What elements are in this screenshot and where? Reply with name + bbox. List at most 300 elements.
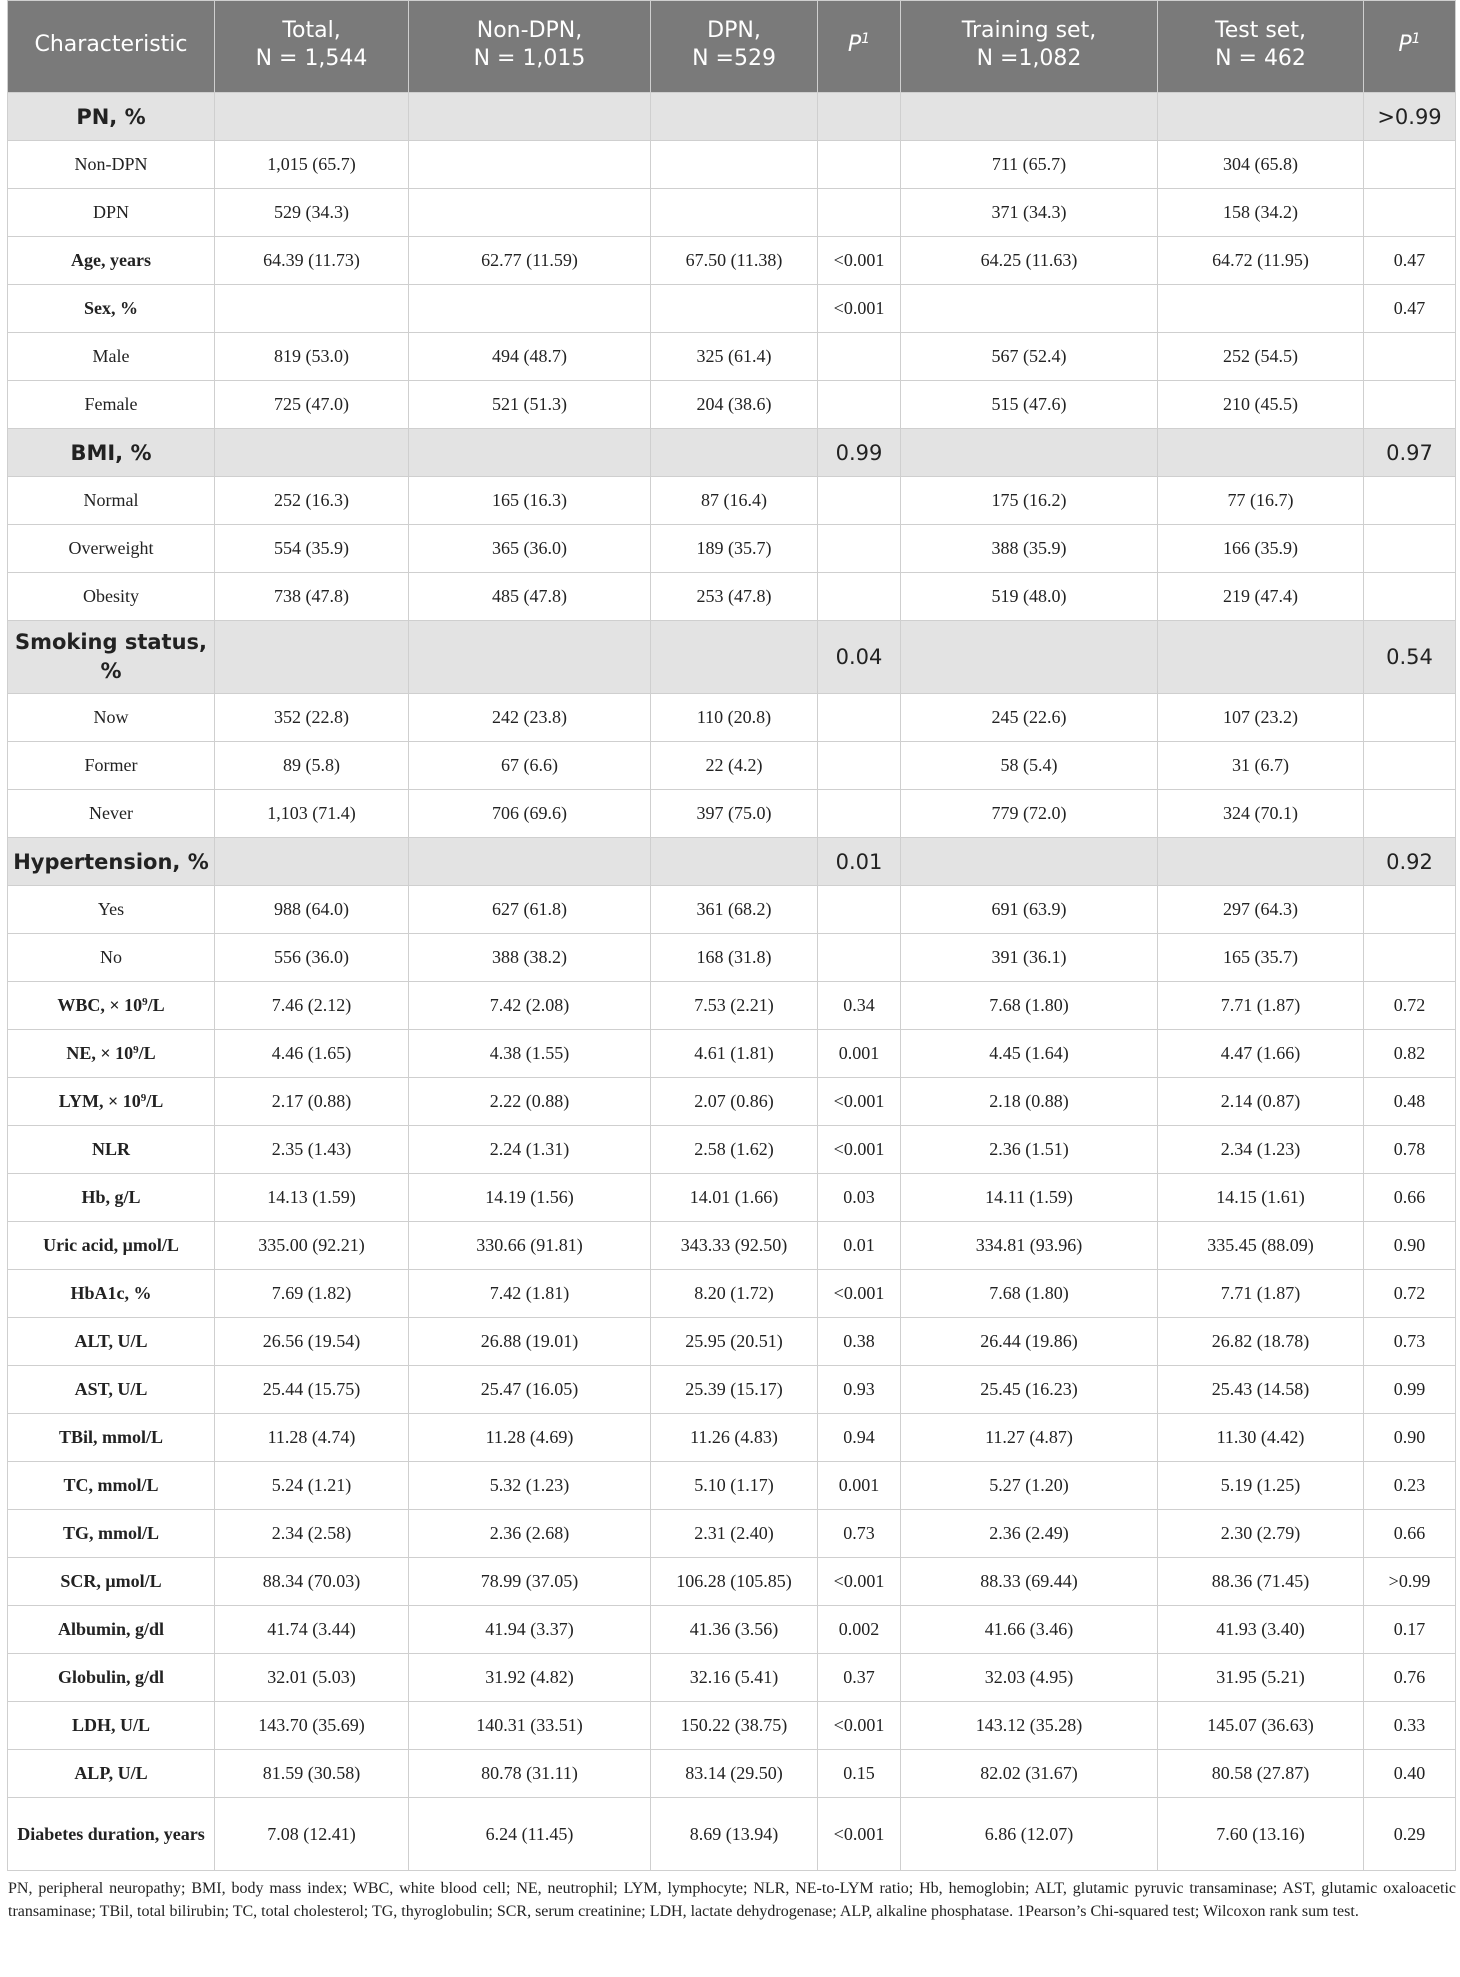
- p-value-cell: 0.001: [818, 1462, 901, 1510]
- p-value-cell: 0.78: [1364, 1126, 1456, 1174]
- p-value-cell: [1364, 141, 1456, 189]
- table-header: [8, 1, 1456, 93]
- header-dpn: DPN, N =529: [651, 1, 818, 93]
- p-value-cell: 0.01: [818, 1222, 901, 1270]
- header-test-set: Test set, N = 462: [1158, 1, 1364, 93]
- data-cell: 219 (47.4): [1158, 573, 1364, 621]
- data-cell: 7.71 (1.87): [1158, 982, 1364, 1030]
- table-row: [8, 790, 1456, 838]
- table-row: [8, 1126, 1456, 1174]
- data-cell: 175 (16.2): [901, 477, 1158, 525]
- data-cell: 7.42 (2.08): [409, 982, 651, 1030]
- data-cell: 158 (34.2): [1158, 189, 1364, 237]
- data-cell: 88.34 (70.03): [215, 1558, 409, 1606]
- p-value-cell: 0.90: [1364, 1414, 1456, 1462]
- data-cell: 352 (22.8): [215, 694, 409, 742]
- row-label: Hypertension, %: [8, 838, 215, 886]
- header-p-value-1: $P^1$: [818, 1, 901, 93]
- p-value-cell: [1364, 886, 1456, 934]
- table-row: [8, 694, 1456, 742]
- data-cell: 168 (31.8): [651, 934, 818, 982]
- data-cell: 335.45 (88.09): [1158, 1222, 1364, 1270]
- data-cell: 7.69 (1.82): [215, 1270, 409, 1318]
- p-value-cell: 0.97: [1364, 429, 1456, 477]
- data-cell: 2.17 (0.88): [215, 1078, 409, 1126]
- data-cell: 150.22 (38.75): [651, 1702, 818, 1750]
- data-cell: 371 (34.3): [901, 189, 1158, 237]
- data-cell: [901, 838, 1158, 886]
- data-cell: 252 (16.3): [215, 477, 409, 525]
- row-label: Normal: [8, 477, 215, 525]
- table-row: [8, 141, 1456, 189]
- data-cell: 2.34 (1.23): [1158, 1126, 1364, 1174]
- p-value-cell: 0.99: [1364, 1366, 1456, 1414]
- data-cell: 62.77 (11.59): [409, 237, 651, 285]
- data-cell: 5.32 (1.23): [409, 1462, 651, 1510]
- table-row: [8, 1174, 1456, 1222]
- p-value-cell: 0.33: [1364, 1702, 1456, 1750]
- table-row: [8, 1750, 1456, 1798]
- table-row: [8, 1222, 1456, 1270]
- data-cell: 7.60 (13.16): [1158, 1798, 1364, 1871]
- data-cell: 2.22 (0.88): [409, 1078, 651, 1126]
- header-characteristic: Characteristic: [8, 1, 215, 93]
- data-cell: 519 (48.0): [901, 573, 1158, 621]
- data-cell: 335.00 (92.21): [215, 1222, 409, 1270]
- p-value-cell: <0.001: [818, 237, 901, 285]
- table-row: [8, 982, 1456, 1030]
- row-label: TBil, mmol/L: [8, 1414, 215, 1462]
- data-cell: 334.81 (93.96): [901, 1222, 1158, 1270]
- table-row: [8, 477, 1456, 525]
- data-cell: 25.39 (15.17): [651, 1366, 818, 1414]
- data-cell: 41.93 (3.40): [1158, 1606, 1364, 1654]
- row-label: Former: [8, 742, 215, 790]
- data-cell: [901, 93, 1158, 141]
- data-cell: 388 (35.9): [901, 525, 1158, 573]
- p-value-cell: [818, 886, 901, 934]
- row-label: TG, mmol/L: [8, 1510, 215, 1558]
- p-value-cell: 0.17: [1364, 1606, 1456, 1654]
- header-row: [8, 1, 1456, 93]
- data-cell: 706 (69.6): [409, 790, 651, 838]
- data-cell: 31.95 (5.21): [1158, 1654, 1364, 1702]
- data-cell: 4.46 (1.65): [215, 1030, 409, 1078]
- row-label: Age, years: [8, 237, 215, 285]
- data-cell: 494 (48.7): [409, 333, 651, 381]
- data-cell: 485 (47.8): [409, 573, 651, 621]
- p-value-cell: [1364, 934, 1456, 982]
- data-cell: 779 (72.0): [901, 790, 1158, 838]
- p-value-cell: [1364, 333, 1456, 381]
- data-cell: 2.35 (1.43): [215, 1126, 409, 1174]
- data-cell: 2.30 (2.79): [1158, 1510, 1364, 1558]
- data-cell: [409, 93, 651, 141]
- p-value-cell: 0.01: [818, 838, 901, 886]
- data-cell: 67.50 (11.38): [651, 237, 818, 285]
- data-cell: 32.01 (5.03): [215, 1654, 409, 1702]
- data-cell: 2.36 (2.49): [901, 1510, 1158, 1558]
- p-value-cell: [818, 189, 901, 237]
- data-cell: 2.36 (1.51): [901, 1126, 1158, 1174]
- data-cell: 5.19 (1.25): [1158, 1462, 1364, 1510]
- row-label: Hb, g/L: [8, 1174, 215, 1222]
- p-value-cell: 0.48: [1364, 1078, 1456, 1126]
- data-cell: 64.25 (11.63): [901, 237, 1158, 285]
- p-value-cell: 0.47: [1364, 237, 1456, 285]
- data-cell: 143.70 (35.69): [215, 1702, 409, 1750]
- data-cell: [651, 429, 818, 477]
- data-cell: 78.99 (37.05): [409, 1558, 651, 1606]
- table-row: [8, 1318, 1456, 1366]
- data-cell: 11.28 (4.74): [215, 1414, 409, 1462]
- data-cell: 26.56 (19.54): [215, 1318, 409, 1366]
- row-label: TC, mmol/L: [8, 1462, 215, 1510]
- p-value-cell: <0.001: [818, 1558, 901, 1606]
- row-label: Sex, %: [8, 285, 215, 333]
- data-cell: [651, 189, 818, 237]
- table-row: [8, 573, 1456, 621]
- table-row: [8, 285, 1456, 333]
- row-label: Male: [8, 333, 215, 381]
- data-cell: 304 (65.8): [1158, 141, 1364, 189]
- data-cell: 515 (47.6): [901, 381, 1158, 429]
- p-value-cell: [1364, 189, 1456, 237]
- data-cell: [215, 621, 409, 694]
- row-label: Obesity: [8, 573, 215, 621]
- data-cell: 140.31 (33.51): [409, 1702, 651, 1750]
- p-value-cell: [818, 141, 901, 189]
- data-cell: 31.92 (4.82): [409, 1654, 651, 1702]
- data-cell: 166 (35.9): [1158, 525, 1364, 573]
- p-value-cell: 0.001: [818, 1030, 901, 1078]
- data-cell: [901, 285, 1158, 333]
- data-cell: [1158, 621, 1364, 694]
- data-cell: 58 (5.4): [901, 742, 1158, 790]
- table-body: [8, 93, 1456, 1871]
- data-cell: 819 (53.0): [215, 333, 409, 381]
- data-cell: 242 (23.8): [409, 694, 651, 742]
- data-cell: [651, 838, 818, 886]
- data-cell: [215, 429, 409, 477]
- data-cell: 14.13 (1.59): [215, 1174, 409, 1222]
- p-value-cell: 0.47: [1364, 285, 1456, 333]
- data-cell: 106.28 (105.85): [651, 1558, 818, 1606]
- data-cell: [409, 838, 651, 886]
- p-value-cell: >0.99: [1364, 1558, 1456, 1606]
- row-label: WBC, × $10^9/L$: [8, 982, 215, 1030]
- data-cell: 77 (16.7): [1158, 477, 1364, 525]
- row-label: HbA1c, %: [8, 1270, 215, 1318]
- data-cell: 2.18 (0.88): [901, 1078, 1158, 1126]
- data-cell: 343.33 (92.50): [651, 1222, 818, 1270]
- p-value-cell: 0.23: [1364, 1462, 1456, 1510]
- table-row: [8, 525, 1456, 573]
- p-value-cell: [818, 742, 901, 790]
- data-cell: 6.86 (12.07): [901, 1798, 1158, 1871]
- data-cell: 107 (23.2): [1158, 694, 1364, 742]
- data-cell: 25.47 (16.05): [409, 1366, 651, 1414]
- row-label: LDH, U/L: [8, 1702, 215, 1750]
- p-value-cell: 0.99: [818, 429, 901, 477]
- data-cell: 7.68 (1.80): [901, 982, 1158, 1030]
- data-cell: 67 (6.6): [409, 742, 651, 790]
- data-cell: 14.11 (1.59): [901, 1174, 1158, 1222]
- p-value-cell: [818, 381, 901, 429]
- data-cell: 7.08 (12.41): [215, 1798, 409, 1871]
- p-value-cell: >0.99: [1364, 93, 1456, 141]
- data-cell: [1158, 838, 1364, 886]
- data-cell: 165 (16.3): [409, 477, 651, 525]
- p-value-cell: 0.66: [1364, 1174, 1456, 1222]
- p-value-cell: <0.001: [818, 1270, 901, 1318]
- p-value-cell: [818, 525, 901, 573]
- row-label: BMI, %: [8, 429, 215, 477]
- p-value-cell: [818, 694, 901, 742]
- p-value-cell: 0.38: [818, 1318, 901, 1366]
- data-cell: 627 (61.8): [409, 886, 651, 934]
- data-cell: [409, 189, 651, 237]
- row-label: Uric acid, μmol/L: [8, 1222, 215, 1270]
- p-value-cell: 0.90: [1364, 1222, 1456, 1270]
- data-cell: 397 (75.0): [651, 790, 818, 838]
- data-cell: [409, 429, 651, 477]
- data-cell: 25.95 (20.51): [651, 1318, 818, 1366]
- data-cell: [409, 141, 651, 189]
- data-cell: 210 (45.5): [1158, 381, 1364, 429]
- data-cell: [215, 285, 409, 333]
- p-value-cell: 0.82: [1364, 1030, 1456, 1078]
- data-cell: [651, 285, 818, 333]
- row-label: Now: [8, 694, 215, 742]
- table-row: [8, 1606, 1456, 1654]
- data-cell: 64.72 (11.95): [1158, 237, 1364, 285]
- data-cell: 8.20 (1.72): [651, 1270, 818, 1318]
- data-cell: [1158, 285, 1364, 333]
- data-cell: [1158, 93, 1364, 141]
- data-cell: [651, 141, 818, 189]
- data-cell: [901, 621, 1158, 694]
- data-cell: 2.36 (2.68): [409, 1510, 651, 1558]
- p-value-cell: 0.94: [818, 1414, 901, 1462]
- data-cell: 5.10 (1.17): [651, 1462, 818, 1510]
- data-cell: 324 (70.1): [1158, 790, 1364, 838]
- p-value-cell: [818, 93, 901, 141]
- header-p-value-2: $P^1$: [1364, 1, 1456, 93]
- data-cell: 4.47 (1.66): [1158, 1030, 1364, 1078]
- row-label: PN, %: [8, 93, 215, 141]
- data-cell: 11.26 (4.83): [651, 1414, 818, 1462]
- data-cell: 32.03 (4.95): [901, 1654, 1158, 1702]
- row-label: Female: [8, 381, 215, 429]
- document-page: [7, 0, 1455, 1923]
- p-value-cell: [818, 477, 901, 525]
- table-footnote: PN, peripheral neuropathy; BMI, body mass index; WBC, white blood cell; NE, neutrophil; LYM, lymphocyte; NLR, NE-to-LYM ratio; Hb, hemoglobin; ALT, glutamic pyruvic transaminase; AST, glutamic oxaloacetic transaminase; TBil, total bilirubin; TC, total cholesterol; TG, thyroglobulin; SCR, serum creatinine; LDH, lactate dehydrogenase; ALP, alkaline phosphatase. 1Pearson’s Chi-squared test; Wilcoxon rank sum test.: [8, 1880, 1456, 1920]
- p-value-cell: [1364, 790, 1456, 838]
- data-cell: 165 (35.7): [1158, 934, 1364, 982]
- data-cell: 245 (22.6): [901, 694, 1158, 742]
- table-row: [8, 1078, 1456, 1126]
- data-cell: 365 (36.0): [409, 525, 651, 573]
- table-row: [8, 1462, 1456, 1510]
- table-row: [8, 934, 1456, 982]
- data-cell: [215, 93, 409, 141]
- data-cell: 361 (68.2): [651, 886, 818, 934]
- row-label: LYM, × $10^9/L$: [8, 1078, 215, 1126]
- data-cell: 1,103 (71.4): [215, 790, 409, 838]
- data-cell: 325 (61.4): [651, 333, 818, 381]
- row-label: Diabetes duration, years: [8, 1798, 215, 1871]
- data-cell: 4.45 (1.64): [901, 1030, 1158, 1078]
- data-cell: [215, 838, 409, 886]
- row-label: Never: [8, 790, 215, 838]
- data-cell: 711 (65.7): [901, 141, 1158, 189]
- table-row: [8, 742, 1456, 790]
- p-value-cell: 0.002: [818, 1606, 901, 1654]
- table-row: [8, 237, 1456, 285]
- data-cell: 87 (16.4): [651, 477, 818, 525]
- data-cell: 204 (38.6): [651, 381, 818, 429]
- data-cell: 143.12 (35.28): [901, 1702, 1158, 1750]
- data-cell: 391 (36.1): [901, 934, 1158, 982]
- data-cell: 41.94 (3.37): [409, 1606, 651, 1654]
- section-row: [8, 93, 1456, 141]
- data-cell: 189 (35.7): [651, 525, 818, 573]
- data-cell: 80.78 (31.11): [409, 1750, 651, 1798]
- table-row: [8, 1510, 1456, 1558]
- row-label: Globulin, g/dl: [8, 1654, 215, 1702]
- p-value-cell: [1364, 381, 1456, 429]
- table-row: [8, 1798, 1456, 1871]
- table-row: [8, 1030, 1456, 1078]
- data-cell: 41.74 (3.44): [215, 1606, 409, 1654]
- data-cell: 2.24 (1.31): [409, 1126, 651, 1174]
- row-label: AST, U/L: [8, 1366, 215, 1414]
- p-value-cell: [818, 934, 901, 982]
- row-label: ALT, U/L: [8, 1318, 215, 1366]
- data-cell: 80.58 (27.87): [1158, 1750, 1364, 1798]
- p-value-cell: [818, 333, 901, 381]
- data-cell: 8.69 (13.94): [651, 1798, 818, 1871]
- data-cell: 26.82 (18.78): [1158, 1318, 1364, 1366]
- data-cell: 7.53 (2.21): [651, 982, 818, 1030]
- data-cell: 11.27 (4.87): [901, 1414, 1158, 1462]
- p-value-cell: [1364, 742, 1456, 790]
- data-cell: 554 (35.9): [215, 525, 409, 573]
- data-cell: 988 (64.0): [215, 886, 409, 934]
- p-value-cell: <0.001: [818, 285, 901, 333]
- data-cell: 7.46 (2.12): [215, 982, 409, 1030]
- data-cell: 5.24 (1.21): [215, 1462, 409, 1510]
- p-value-cell: 0.54: [1364, 621, 1456, 694]
- data-cell: 11.28 (4.69): [409, 1414, 651, 1462]
- data-cell: 22 (4.2): [651, 742, 818, 790]
- data-cell: 253 (47.8): [651, 573, 818, 621]
- data-cell: 2.31 (2.40): [651, 1510, 818, 1558]
- data-cell: 330.66 (91.81): [409, 1222, 651, 1270]
- data-cell: [651, 621, 818, 694]
- p-value-cell: 0.76: [1364, 1654, 1456, 1702]
- data-cell: 88.36 (71.45): [1158, 1558, 1364, 1606]
- table-row: [8, 1366, 1456, 1414]
- data-cell: 11.30 (4.42): [1158, 1414, 1364, 1462]
- data-cell: 7.68 (1.80): [901, 1270, 1158, 1318]
- p-value-cell: [1364, 694, 1456, 742]
- data-cell: 725 (47.0): [215, 381, 409, 429]
- data-cell: 25.44 (15.75): [215, 1366, 409, 1414]
- row-label: Albumin, g/dl: [8, 1606, 215, 1654]
- row-label: SCR, μmol/L: [8, 1558, 215, 1606]
- data-cell: [1158, 429, 1364, 477]
- row-label: NLR: [8, 1126, 215, 1174]
- data-cell: 25.45 (16.23): [901, 1366, 1158, 1414]
- p-value-cell: <0.001: [818, 1078, 901, 1126]
- data-cell: 567 (52.4): [901, 333, 1158, 381]
- header-non-dpn: Non-DPN, N = 1,015: [409, 1, 651, 93]
- data-cell: [409, 285, 651, 333]
- table-row: [8, 333, 1456, 381]
- p-value-cell: 0.29: [1364, 1798, 1456, 1871]
- p-value-cell: 0.34: [818, 982, 901, 1030]
- p-value-cell: 0.73: [818, 1510, 901, 1558]
- p-value-cell: [1364, 477, 1456, 525]
- p-value-cell: 0.04: [818, 621, 901, 694]
- data-cell: 145.07 (36.63): [1158, 1702, 1364, 1750]
- p-value-cell: 0.72: [1364, 1270, 1456, 1318]
- section-row: [8, 429, 1456, 477]
- data-cell: 41.66 (3.46): [901, 1606, 1158, 1654]
- p-value-cell: 0.92: [1364, 838, 1456, 886]
- data-cell: 88.33 (69.44): [901, 1558, 1158, 1606]
- data-cell: 32.16 (5.41): [651, 1654, 818, 1702]
- data-cell: [409, 621, 651, 694]
- data-cell: [651, 93, 818, 141]
- data-cell: 388 (38.2): [409, 934, 651, 982]
- data-cell: 1,015 (65.7): [215, 141, 409, 189]
- data-cell: 82.02 (31.67): [901, 1750, 1158, 1798]
- data-cell: 81.59 (30.58): [215, 1750, 409, 1798]
- table-row: [8, 381, 1456, 429]
- data-cell: 738 (47.8): [215, 573, 409, 621]
- row-label: Yes: [8, 886, 215, 934]
- p-value-cell: <0.001: [818, 1126, 901, 1174]
- data-cell: 14.01 (1.66): [651, 1174, 818, 1222]
- data-cell: 6.24 (11.45): [409, 1798, 651, 1871]
- data-cell: 31 (6.7): [1158, 742, 1364, 790]
- row-label: ALP, U/L: [8, 1750, 215, 1798]
- data-cell: 521 (51.3): [409, 381, 651, 429]
- p-value-cell: <0.001: [818, 1702, 901, 1750]
- data-cell: 2.58 (1.62): [651, 1126, 818, 1174]
- row-label: Smoking status, %: [8, 621, 215, 694]
- data-cell: 7.71 (1.87): [1158, 1270, 1364, 1318]
- row-label: DPN: [8, 189, 215, 237]
- row-label: NE, × $10^9/L$: [8, 1030, 215, 1078]
- table-row: [8, 1654, 1456, 1702]
- p-value-cell: 0.37: [818, 1654, 901, 1702]
- section-row: [8, 838, 1456, 886]
- data-cell: 25.43 (14.58): [1158, 1366, 1364, 1414]
- header-total: Total, N = 1,544: [215, 1, 409, 93]
- table-row: [8, 1270, 1456, 1318]
- table-row: [8, 189, 1456, 237]
- data-cell: 89 (5.8): [215, 742, 409, 790]
- data-cell: 691 (63.9): [901, 886, 1158, 934]
- data-cell: 556 (36.0): [215, 934, 409, 982]
- data-cell: 7.42 (1.81): [409, 1270, 651, 1318]
- data-cell: 14.19 (1.56): [409, 1174, 651, 1222]
- data-cell: 297 (64.3): [1158, 886, 1364, 934]
